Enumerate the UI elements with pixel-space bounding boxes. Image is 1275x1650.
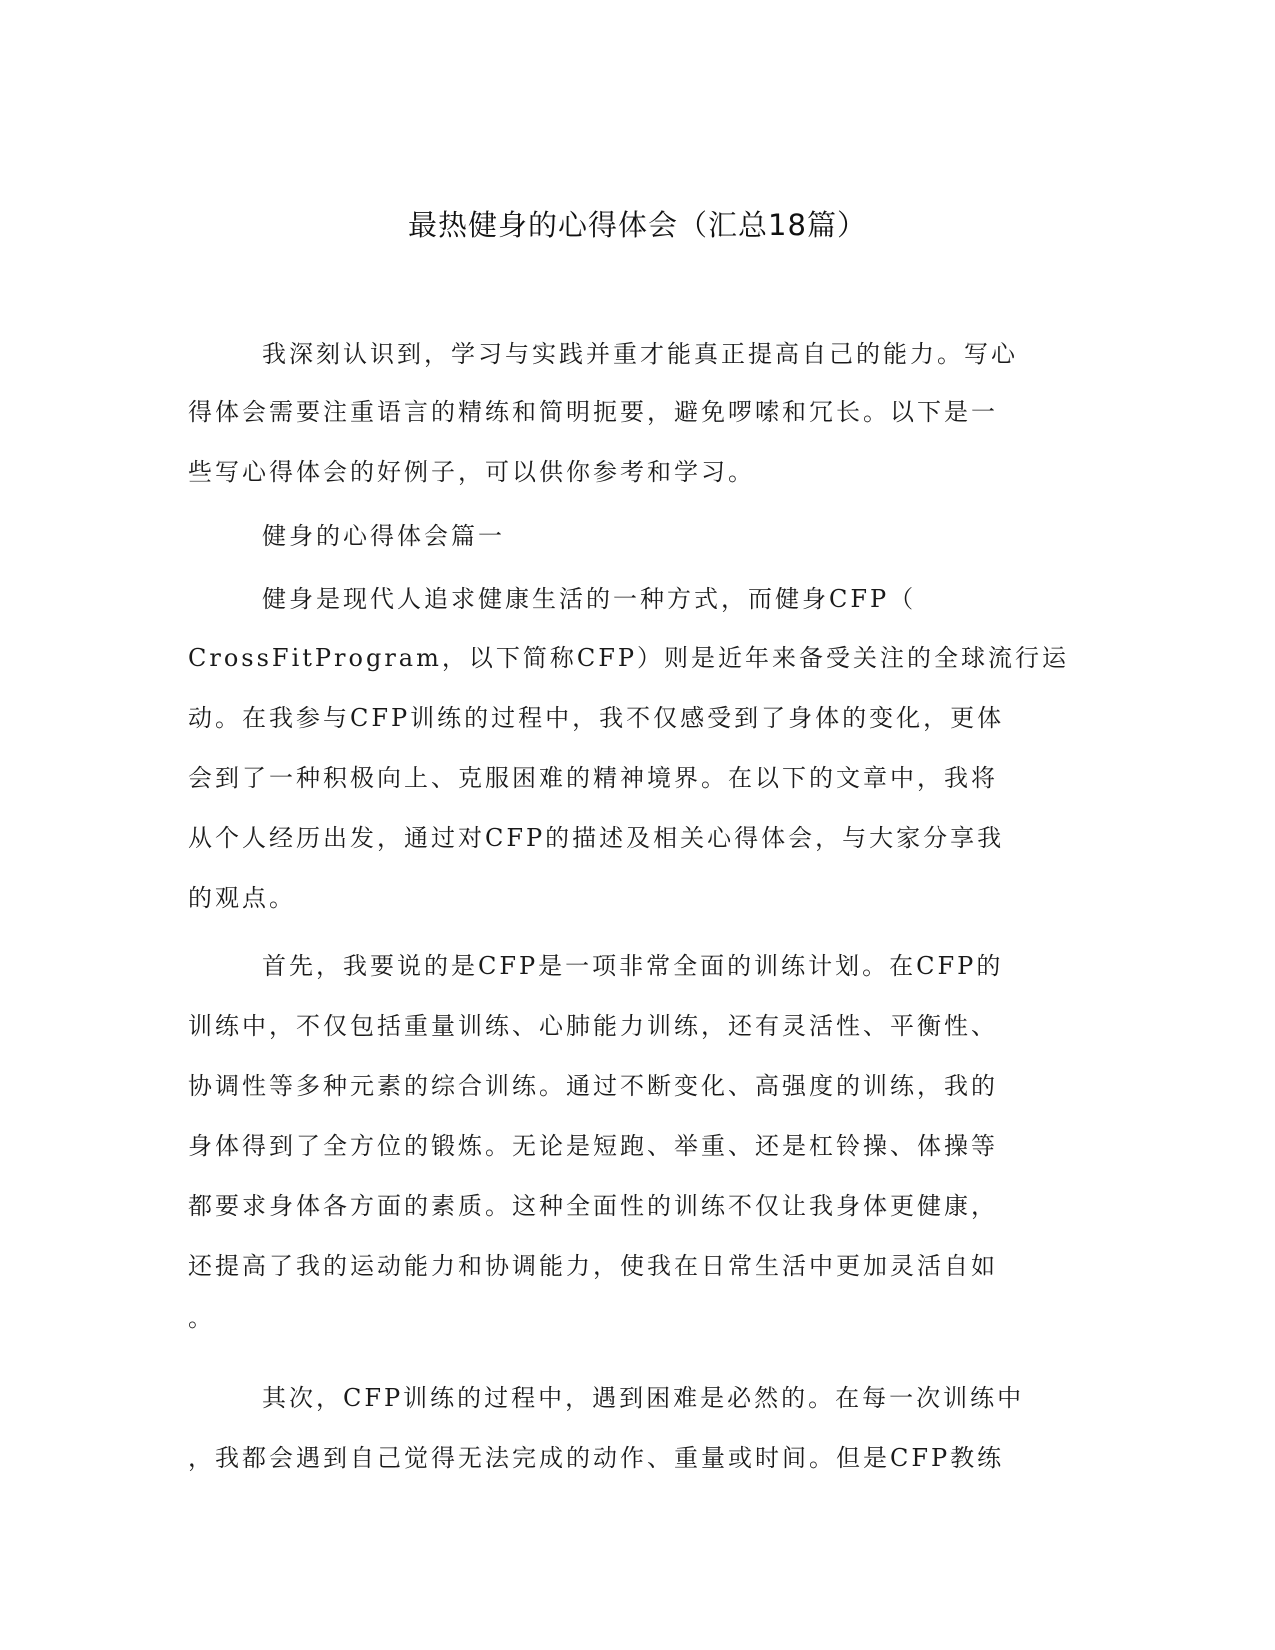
paragraph-line: 从个人经历出发，通过对CFP的描述及相关心得体会，与大家分享我 xyxy=(188,824,1005,852)
paragraph-line: 我深刻认识到，学习与实践并重才能真正提高自己的能力。写心 xyxy=(262,340,1018,368)
paragraph-line: 还提高了我的运动能力和协调能力，使我在日常生活中更加灵活自如 xyxy=(188,1252,998,1280)
section-heading: 健身的心得体会篇一 xyxy=(262,522,505,550)
paragraph-line: 身体得到了全方位的锻炼。无论是短跑、举重、还是杠铃操、体操等 xyxy=(188,1132,998,1160)
paragraph-line: ，我都会遇到自己觉得无法完成的动作、重量或时间。但是CFP教练 xyxy=(188,1444,1005,1472)
paragraph-line: 协调性等多种元素的综合训练。通过不断变化、高强度的训练，我的 xyxy=(188,1072,998,1100)
paragraph-line: 首先，我要说的是CFP是一项非常全面的训练计划。在CFP的 xyxy=(262,952,1004,980)
paragraph-line: 健身是现代人追求健康生活的一种方式，而健身CFP（ xyxy=(262,585,917,613)
paragraph-line: 其次，CFP训练的过程中，遇到困难是必然的。在每一次训练中 xyxy=(262,1384,1025,1412)
paragraph-line: 。 xyxy=(188,1304,215,1332)
paragraph-line: 都要求身体各方面的素质。这种全面性的训练不仅让我身体更健康， xyxy=(188,1192,998,1220)
paragraph-line: 得体会需要注重语言的精练和简明扼要，避免啰嗦和冗长。以下是一 xyxy=(188,398,998,426)
paragraph-line: 些写心得体会的好例子，可以供你参考和学习。 xyxy=(188,458,755,486)
paragraph-line: CrossFitProgram，以下简称CFP）则是近年来备受关注的全球流行运 xyxy=(188,644,1070,672)
paragraph-line: 训练中，不仅包括重量训练、心肺能力训练，还有灵活性、平衡性、 xyxy=(188,1012,998,1040)
paragraph-line: 动。在我参与CFP训练的过程中，我不仅感受到了身体的变化，更体 xyxy=(188,704,1005,732)
paragraph-line: 的观点。 xyxy=(188,884,296,912)
paragraph-line: 会到了一种积极向上、克服困难的精神境界。在以下的文章中，我将 xyxy=(188,764,998,792)
document-title: 最热健身的心得体会（汇总18篇） xyxy=(408,208,867,242)
